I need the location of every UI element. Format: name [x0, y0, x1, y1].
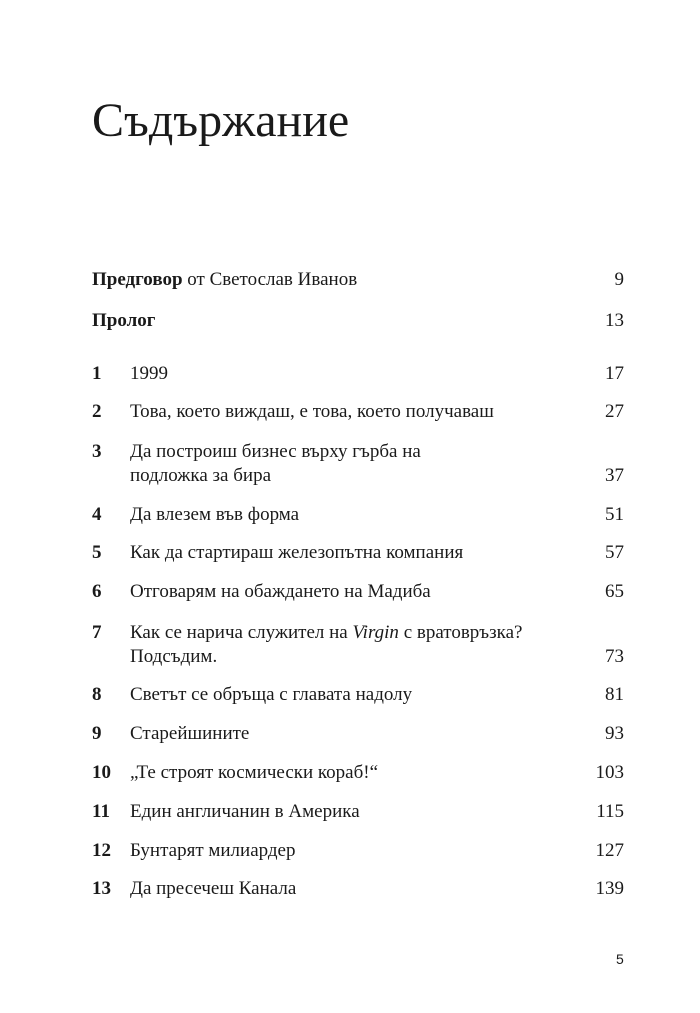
chapter-page: 73 [605, 646, 624, 667]
chapter-title: Бунтарят милиардер [130, 840, 296, 861]
chapter-page: 115 [596, 801, 624, 822]
chapter-title: Светът се обръща с главата надолу [130, 684, 413, 705]
chapter-title-part: с вратовръзка? [398, 622, 523, 643]
chapter-title-italic: Virgin [352, 622, 399, 643]
chapter-number: 13 [92, 878, 111, 899]
chapter-page: 81 [605, 684, 624, 705]
chapter-number: 3 [92, 441, 102, 462]
chapter-number: 9 [92, 723, 102, 744]
toc-entry-chapter [92, 621, 624, 669]
chapter-page: 127 [595, 840, 624, 861]
chapter-page: 37 [605, 465, 624, 486]
chapter-number: 11 [92, 801, 110, 822]
chapter-number: 4 [92, 504, 102, 525]
entry-title-rest: от Светослав Иванов [182, 269, 358, 290]
page-title: Съдържание [92, 94, 350, 147]
chapter-page: 93 [605, 723, 624, 744]
chapter-title: Отговарям на обаждането на Мадиба [130, 581, 431, 602]
chapter-page: 57 [605, 542, 624, 563]
chapter-number: 1 [92, 363, 102, 384]
chapter-title: „Те строят космически кораб!“ [130, 762, 379, 783]
chapter-title: Старейшините [130, 723, 250, 744]
chapter-number: 5 [92, 542, 102, 563]
chapter-number: 6 [92, 581, 102, 602]
chapter-title-line-1: Да построиш бизнес върху гърба на [130, 441, 421, 462]
chapter-title: Да пресечеш Канала [130, 878, 297, 899]
chapter-title: Един англичанин в Америка [130, 801, 360, 822]
chapter-number: 10 [92, 762, 111, 783]
toc-entry-chapter [92, 440, 624, 488]
chapter-number: 12 [92, 840, 111, 861]
entry-page: 13 [605, 310, 624, 331]
chapter-title-line-2: подложка за бира [130, 465, 272, 486]
chapter-page: 65 [605, 581, 624, 602]
entry-page: 9 [614, 269, 624, 290]
chapter-title: Как да стартираш железопътна компания [130, 542, 464, 563]
chapter-title: 1999 [130, 363, 168, 384]
entry-lead: Пролог [92, 310, 156, 331]
chapter-number: 8 [92, 684, 102, 705]
page-number: 5 [616, 951, 624, 967]
chapter-page: 27 [605, 401, 624, 422]
chapter-page: 17 [605, 363, 624, 384]
chapter-title-line-2: Подсъдим. [130, 646, 218, 667]
chapter-page: 103 [595, 762, 624, 783]
chapter-page: 139 [595, 878, 624, 899]
chapter-page: 51 [605, 504, 624, 525]
entry-lead: Предговор [92, 269, 183, 290]
chapter-title: Това, което виждаш, е това, което получаваш [130, 401, 494, 422]
chapter-title: Да влезем във форма [130, 504, 300, 525]
chapter-number: 7 [92, 622, 102, 643]
chapter-number: 2 [92, 401, 102, 422]
chapter-title-part: Как се нарича служител на [130, 622, 353, 643]
